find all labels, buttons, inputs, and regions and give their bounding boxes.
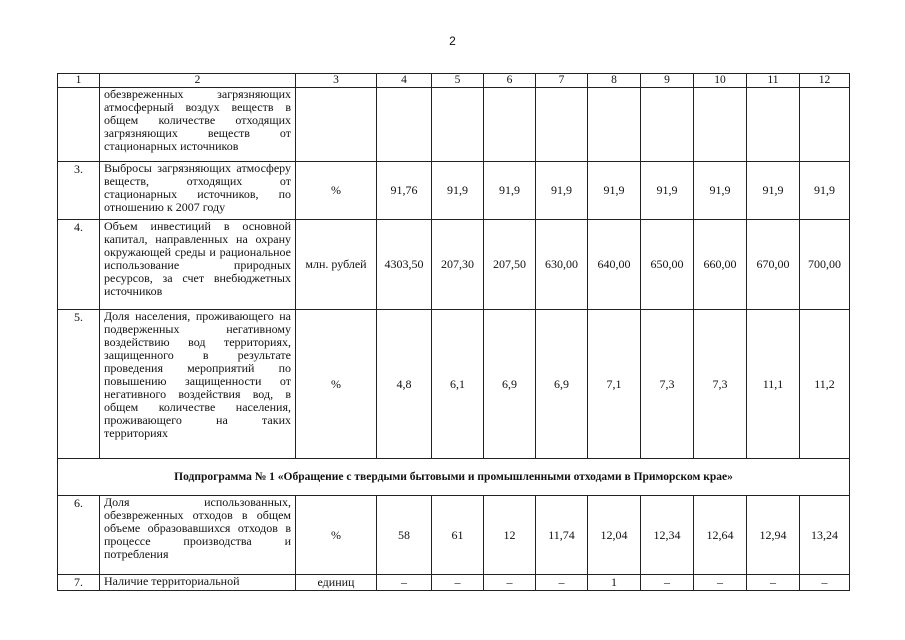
indicator-description: обезвреженных загрязняющих атмосферный воздух веществ в общем количестве отходящих загрязняющих веществ от стационарных источников — [100, 88, 296, 162]
row-number: 4. — [58, 220, 100, 310]
value-cell: 640,00 — [588, 220, 641, 310]
header-cell: 12 — [800, 74, 850, 88]
value-cell: 11,74 — [536, 496, 588, 575]
page-number: 2 — [449, 34, 456, 48]
unit-cell — [296, 88, 377, 162]
value-cell: – — [484, 575, 536, 591]
value-cell: 12 — [484, 496, 536, 575]
indicator-description: Объем инвестиций в основной капитал, направленных на охрану окружающей среды и рациональное использование природных ресурсов, за счет внебюджетных источников — [100, 220, 296, 310]
value-cell: 12,04 — [588, 496, 641, 575]
value-cell: 11,2 — [800, 310, 850, 459]
value-cell: 6,9 — [484, 310, 536, 459]
row-number: 3. — [58, 162, 100, 220]
value-cell: 91,9 — [800, 162, 850, 220]
value-cell: 12,64 — [694, 496, 747, 575]
row-number — [58, 88, 100, 162]
value-cell: – — [747, 575, 800, 591]
value-cell: 207,50 — [484, 220, 536, 310]
value-cell — [484, 88, 536, 162]
table-row — [58, 162, 850, 220]
value-cell: – — [694, 575, 747, 591]
value-cell — [641, 88, 694, 162]
header-cell: 2 — [100, 74, 296, 88]
table-row — [58, 310, 850, 459]
indicator-description: Доля населения, проживающего на подверженных негативному воздействию вод территориях, защищенного в результате проведения мероприятий по повышению защищенности от негативного воздействия вод, в общем количестве населения, проживающего на таких территориях — [100, 310, 296, 459]
table-row — [58, 575, 850, 591]
value-cell: 650,00 — [641, 220, 694, 310]
value-cell — [588, 88, 641, 162]
value-cell — [747, 88, 800, 162]
header-cell: 7 — [536, 74, 588, 88]
header-cell: 8 — [588, 74, 641, 88]
value-cell: 91,9 — [536, 162, 588, 220]
subprogram-row — [58, 459, 850, 496]
value-cell: 1 — [588, 575, 641, 591]
header-cell: 1 — [58, 74, 100, 88]
value-cell: 91,9 — [588, 162, 641, 220]
value-cell: 4,8 — [377, 310, 432, 459]
header-cell: 4 — [377, 74, 432, 88]
value-cell: 61 — [432, 496, 484, 575]
indicators-table — [57, 73, 850, 591]
indicator-description: Доля использованных, обезвреженных отходов в общем объеме образовавшихся отходов в процессе производства и потребления — [100, 496, 296, 575]
indicator-description: Наличие территориальной — [100, 575, 296, 591]
value-cell: 7,1 — [588, 310, 641, 459]
unit-cell: % — [296, 496, 377, 575]
value-cell: – — [377, 575, 432, 591]
header-cell: 10 — [694, 74, 747, 88]
value-cell — [536, 88, 588, 162]
table-row — [58, 496, 850, 575]
value-cell: 91,9 — [747, 162, 800, 220]
value-cell: 91,76 — [377, 162, 432, 220]
value-cell: 670,00 — [747, 220, 800, 310]
unit-cell: % — [296, 310, 377, 459]
value-cell: 660,00 — [694, 220, 747, 310]
value-cell: 91,9 — [641, 162, 694, 220]
header-cell: 6 — [484, 74, 536, 88]
subprogram-title: Подпрограмма № 1 «Обращение с твердыми бытовыми и промышленными отходами в Приморском крае» — [58, 459, 850, 496]
row-number: 7. — [58, 575, 100, 591]
value-cell: – — [536, 575, 588, 591]
value-cell: – — [800, 575, 850, 591]
value-cell: 13,24 — [800, 496, 850, 575]
value-cell: 7,3 — [694, 310, 747, 459]
unit-cell: млн. рублей — [296, 220, 377, 310]
value-cell: 207,30 — [432, 220, 484, 310]
header-cell: 11 — [747, 74, 800, 88]
value-cell — [694, 88, 747, 162]
value-cell — [432, 88, 484, 162]
table-row — [58, 220, 850, 310]
value-cell: 630,00 — [536, 220, 588, 310]
row-number: 6. — [58, 496, 100, 575]
value-cell — [800, 88, 850, 162]
value-cell: 11,1 — [747, 310, 800, 459]
value-cell: 7,3 — [641, 310, 694, 459]
header-cell: 3 — [296, 74, 377, 88]
indicator-description: Выбросы загрязняющих атмосферу веществ, отходящих от стационарных источников, по отношению к 2007 году — [100, 162, 296, 220]
value-cell: 12,94 — [747, 496, 800, 575]
value-cell — [377, 88, 432, 162]
value-cell: – — [641, 575, 694, 591]
value-cell: 91,9 — [694, 162, 747, 220]
value-cell: – — [432, 575, 484, 591]
unit-cell: % — [296, 162, 377, 220]
value-cell: 58 — [377, 496, 432, 575]
header-cell: 9 — [641, 74, 694, 88]
unit-cell: единиц — [296, 575, 377, 591]
value-cell: 6,1 — [432, 310, 484, 459]
value-cell: 700,00 — [800, 220, 850, 310]
header-cell: 5 — [432, 74, 484, 88]
value-cell: 91,9 — [484, 162, 536, 220]
value-cell: 91,9 — [432, 162, 484, 220]
value-cell: 6,9 — [536, 310, 588, 459]
table-row — [58, 88, 850, 162]
value-cell: 4303,50 — [377, 220, 432, 310]
value-cell: 12,34 — [641, 496, 694, 575]
column-number-row — [58, 74, 850, 88]
row-number: 5. — [58, 310, 100, 459]
